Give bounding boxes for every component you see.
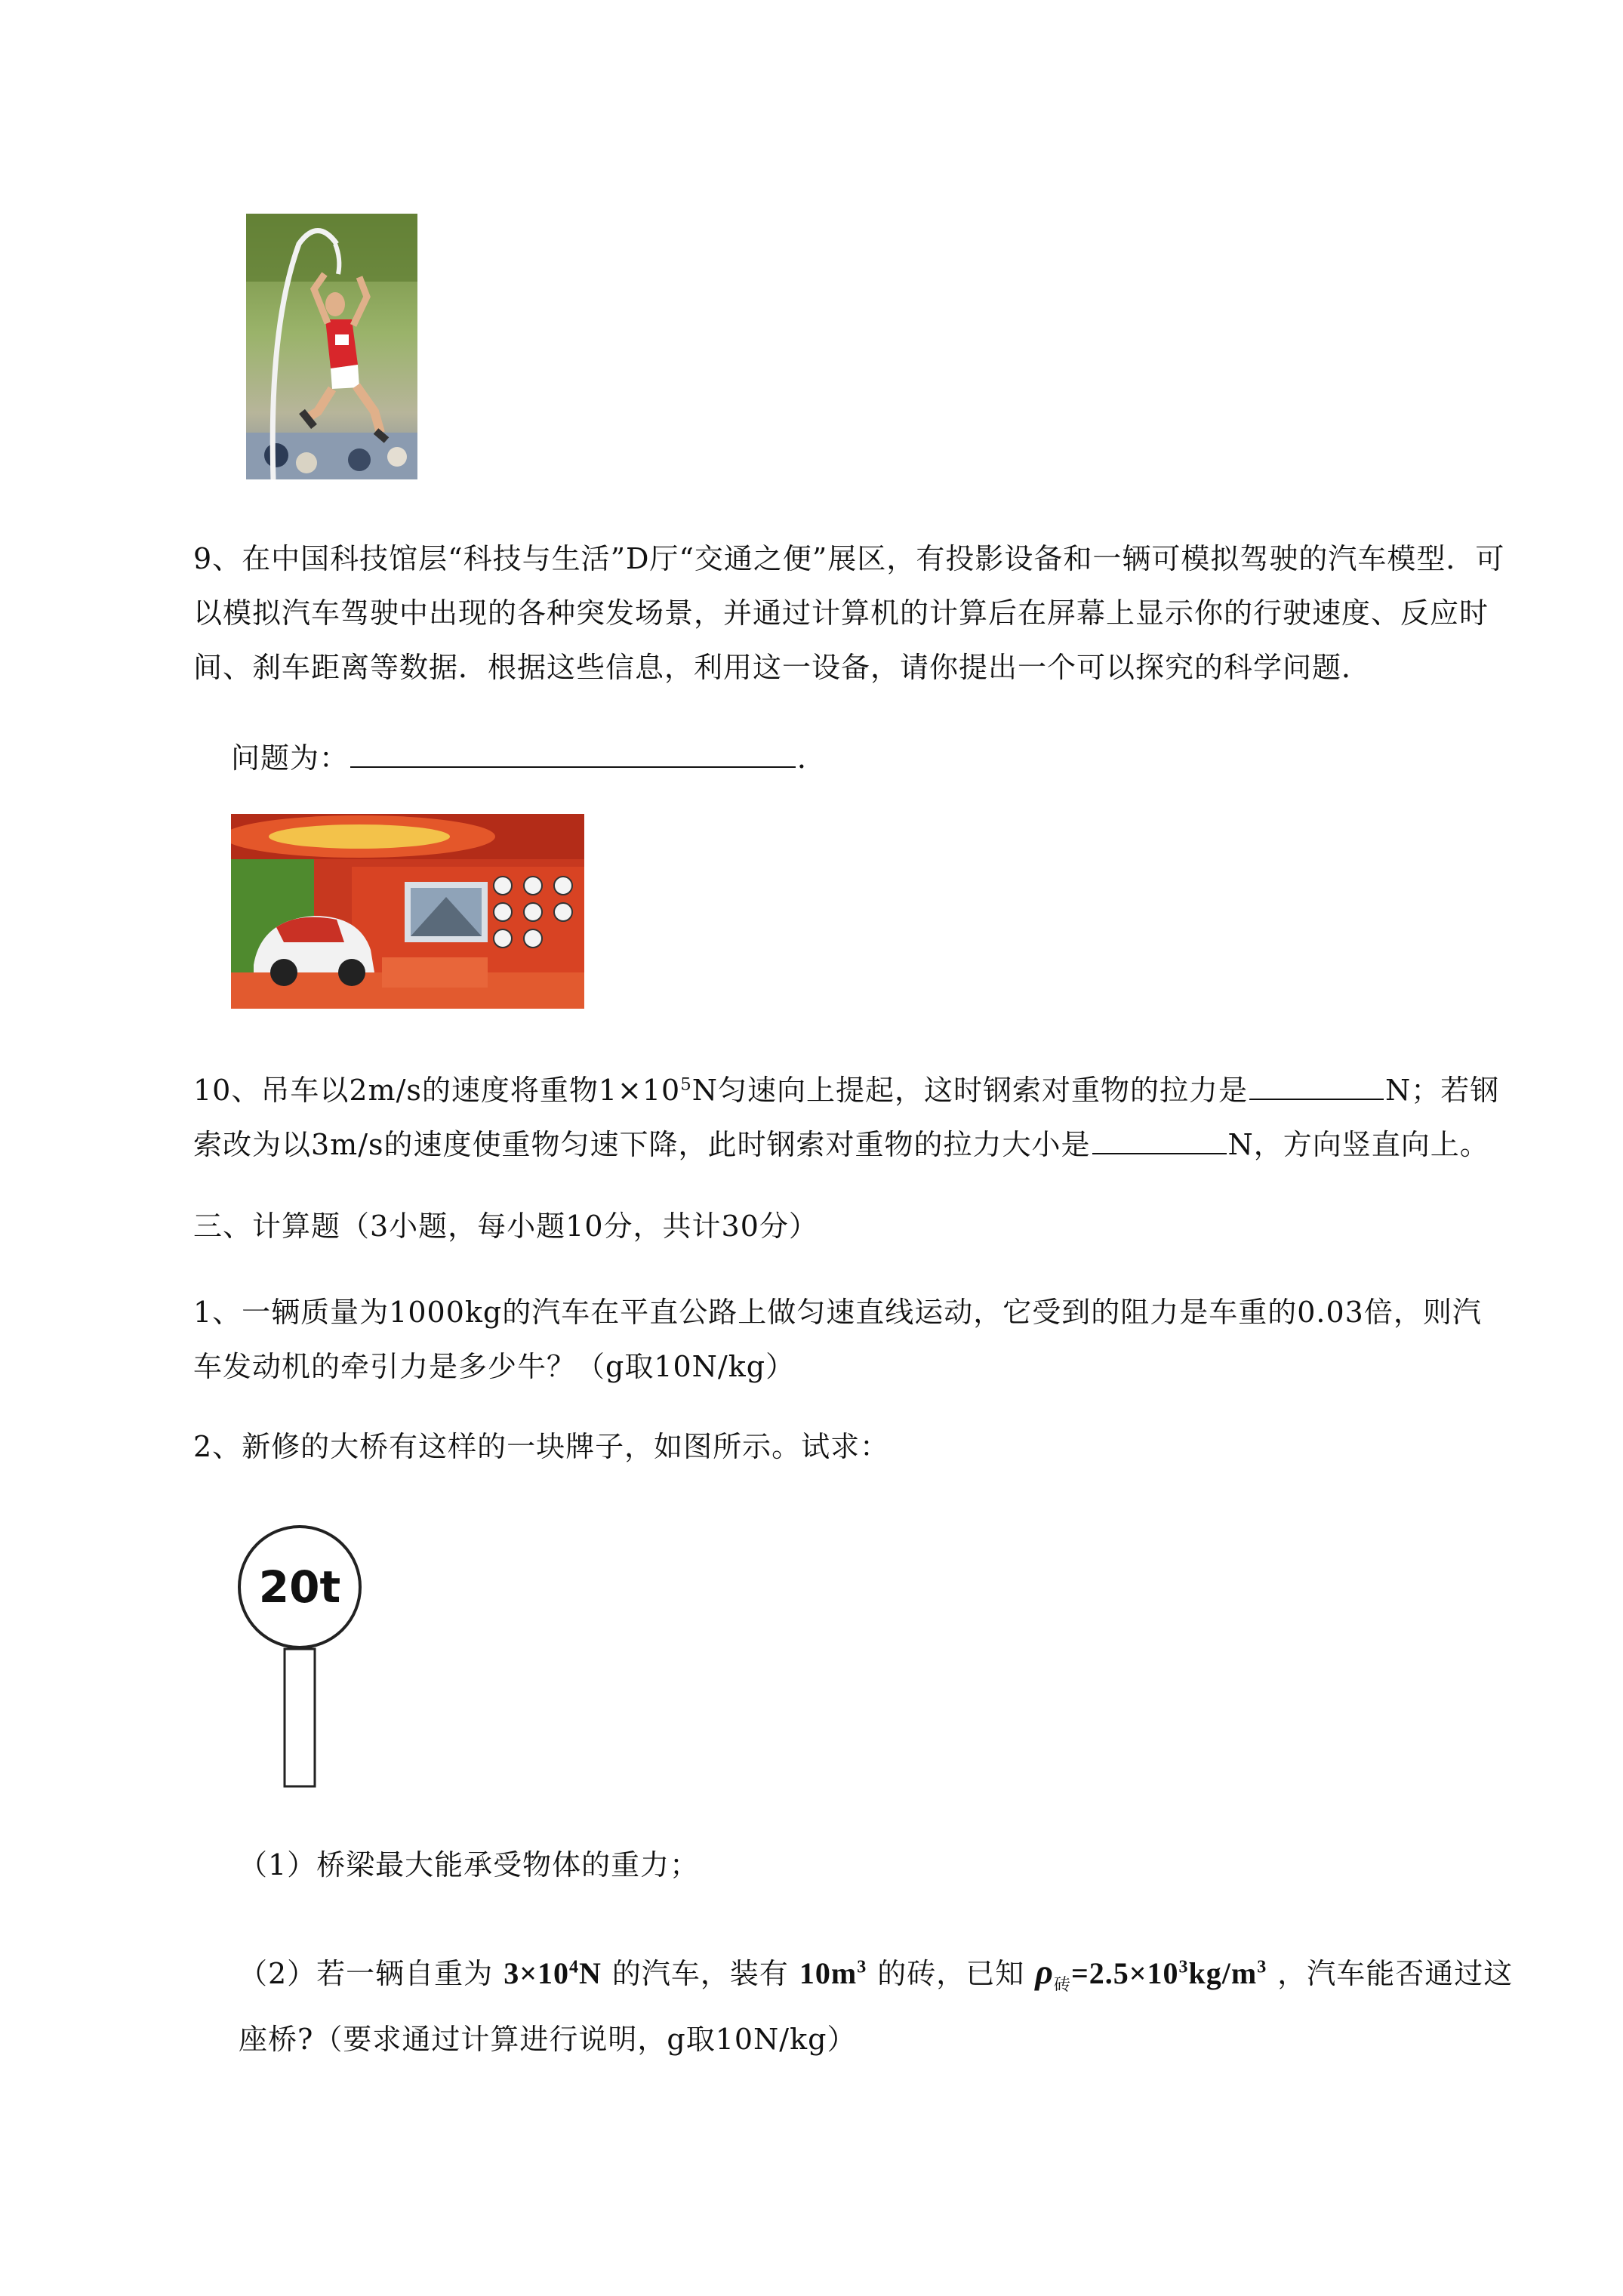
- pole-vault-image: [246, 214, 417, 479]
- answer-prefix: 问题为：: [231, 741, 350, 775]
- calc-2-sub2-line: （2）若一辆自重为 $3\times 10^4N$ 的汽车，装有 $10m^3$ 的砖，已知 $\rho_砖=2.5\times 10^3kg/m^3$ ，汽车能否通过这座桥?（要求通过计算进行说明，g取10N/kg）: [239, 1952, 1514, 2056]
- brick-volume-value: $10m^3$: [799, 1956, 867, 1990]
- exhibition-image: [231, 814, 584, 1009]
- calc-2-sub1: （1）桥梁最大能承受物体的重力；: [239, 1848, 700, 1881]
- car-weight-value: $3\times 10^4N$: [504, 1956, 602, 1990]
- exhibition-photo: [231, 814, 584, 1009]
- pole-vault-photo: [246, 214, 417, 479]
- question-9-answer-line: [231, 731, 1544, 785]
- tension-up-blank[interactable]: [1249, 1070, 1384, 1100]
- section-3-heading: 三、计算题（3小题，每小题10分，共计30分）: [193, 1210, 818, 1243]
- tension-down-blank[interactable]: [1092, 1124, 1227, 1154]
- answer-blank[interactable]: [350, 738, 796, 768]
- calc-1-text: 1、一辆质量为1000kg的汽车在平直公路上做匀速直线运动，它受到的阻力是车重的0.03倍，则汽车发动机的牵引力是多少牛？（g取10N/kg）: [193, 1296, 1482, 1383]
- sign-drawing: [234, 1521, 370, 1808]
- calc-2-text: 2、新修的大桥有这样的一块牌子，如图所示。试求：: [193, 1430, 890, 1463]
- question-9-text: 9、在中国科技馆层“科技与生活”D厅“交通之便”展区，有投影设备和一辆可模拟驾驶的汽车模型．可以模拟汽车驾驶中出现的各种突发场景，并通过计算机的计算后在屏幕上显示你的行驶速度、反应时间、刹车距离等数据．根据这些信息，利用这一设备，请你提出一个可以探究的科学问题．: [193, 542, 1505, 684]
- bridge-weight-sign: [234, 1521, 370, 1808]
- question-10-text: 10、吊车以2m/s的速度将重物$1\times 10^5N$匀速向上提起，这时钢索对重物的拉力是 N；若钢索改为以3m/s的速度使重物匀速下降，此时钢索对重物的拉力大小是 N，方向竖直向上。: [193, 1063, 1507, 1172]
- sign-label: 20t: [258, 1561, 341, 1613]
- answer-suffix: ．: [797, 741, 827, 775]
- brick-density-value: $\rho_砖=2.5\times 10^3kg/m^3$: [1035, 1952, 1267, 1994]
